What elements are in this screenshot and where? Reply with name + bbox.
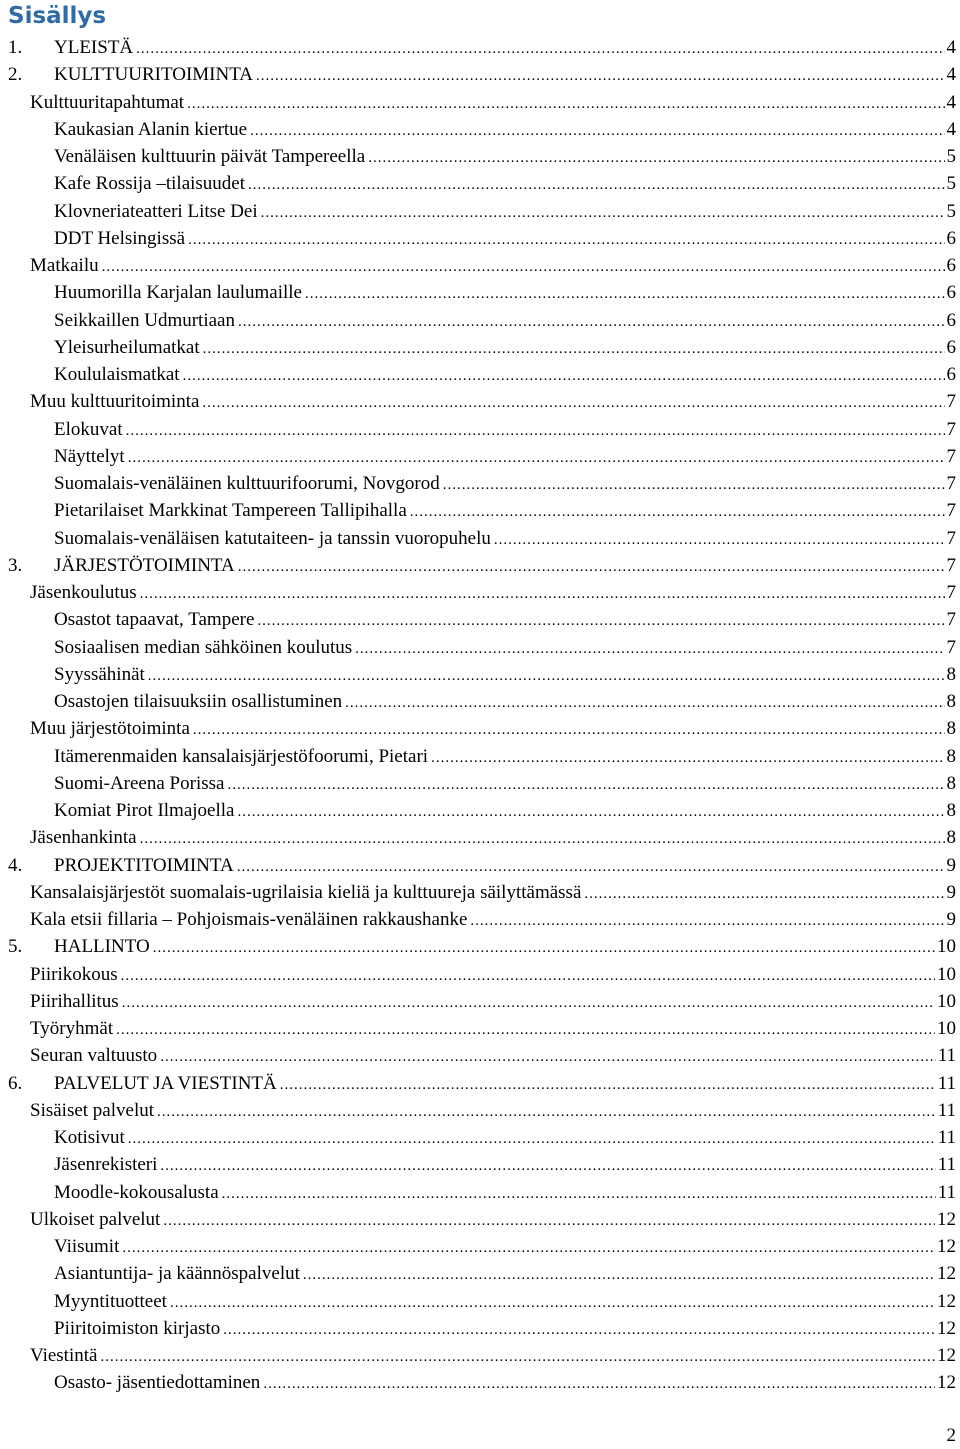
toc-entry[interactable] [8, 34, 956, 61]
toc-entry-text: Muu järjestötoiminta [30, 718, 190, 740]
toc-entry-text: Piirikokous [30, 963, 118, 985]
toc-leader-dots [100, 1344, 935, 1371]
toc-entry-text: Kaukasian Alanin kiertue [54, 118, 248, 140]
toc-entry[interactable] [30, 879, 956, 906]
toc-leader-dots [443, 472, 945, 499]
toc-leader-dots [163, 1208, 935, 1235]
toc-entry-page: 7 [946, 609, 956, 631]
toc-leader-dots [470, 908, 944, 935]
toc-entry-text: Matkailu [30, 255, 99, 276]
toc-entry-text: Yleisurheilumatkat [54, 336, 200, 358]
toc-entry[interactable] [8, 933, 956, 960]
toc-entry-text: Asiantuntija- ja käännöspalvelut [54, 1263, 300, 1285]
toc-leader-dots [153, 935, 935, 962]
toc-entry-page: 11 [937, 1181, 956, 1203]
toc-entry-text: Koululaismatkat [54, 364, 180, 385]
toc-entry[interactable] [30, 715, 956, 742]
toc-entry-text: Sosiaalisen median sähköinen koulutus [54, 636, 353, 658]
toc-entry-page: 8 [946, 718, 956, 740]
toc-leader-dots [227, 772, 944, 799]
toc-entry-text: Näyttelyt [54, 445, 125, 467]
toc-entry-page: 5 [946, 200, 956, 222]
toc-entry-page: 4 [946, 91, 956, 113]
toc-entry[interactable] [30, 961, 956, 988]
toc-entry[interactable] [54, 1260, 956, 1287]
toc-entry-text: Kotisivut [54, 1127, 125, 1148]
toc-entry[interactable] [30, 252, 956, 279]
toc-entry[interactable] [54, 170, 956, 197]
toc-entry[interactable] [54, 143, 956, 170]
toc-entry-page: 4 [946, 37, 956, 58]
toc-entry-page: 10 [937, 1018, 956, 1039]
toc-entry-number: 3. [8, 554, 23, 576]
toc-entry-page: 12 [937, 1372, 956, 1394]
toc-entry[interactable] [54, 1124, 956, 1151]
toc-leader-dots [128, 445, 945, 472]
toc-leader-dots [136, 36, 944, 63]
toc-leader-dots [355, 636, 944, 663]
toc-leader-dots [345, 690, 944, 717]
toc-entry[interactable] [54, 225, 956, 252]
toc-entry[interactable] [54, 198, 956, 225]
toc-entry[interactable] [54, 797, 956, 824]
toc-leader-dots [122, 990, 935, 1017]
toc-leader-dots [160, 1153, 935, 1180]
toc-entry-text: Venäläisen kulttuurin päivät Tampereella [54, 146, 366, 167]
toc-entry[interactable] [54, 443, 956, 470]
toc-entry-text: Osasto- jäsentiedottaminen [54, 1372, 261, 1394]
toc-entry[interactable] [30, 1097, 956, 1124]
toc-entry-text: Kansalaisjärjestöt suomalais-ugrilaisia kieliä ja kulttuureja säilyttämässä [30, 881, 582, 903]
toc-entry-text: Jäsenrekisteri [54, 1154, 158, 1176]
toc-entry-page: 7 [946, 636, 956, 658]
toc-leader-dots [237, 799, 944, 826]
toc-entry-page: 5 [946, 173, 956, 195]
toc-leader-dots [148, 663, 945, 690]
toc-leader-dots [303, 1262, 935, 1289]
toc-entry-text: Viisumit [54, 1236, 120, 1257]
page-number: 2 [946, 1425, 956, 1446]
toc-entry-text: Kulttuuritapahtumat [30, 91, 185, 113]
toc-entry-number: 2. [8, 64, 23, 86]
toc-entry-text: Piirihallitus [30, 990, 119, 1012]
toc-entry-text: Elokuvat [54, 418, 123, 440]
toc-leader-dots [203, 336, 945, 363]
toc-leader-dots [584, 881, 944, 908]
toc-title: Sisällys [8, 3, 107, 29]
toc-leader-dots [160, 1044, 936, 1071]
toc-leader-dots [140, 826, 945, 853]
toc-entry-page: 8 [946, 827, 956, 849]
toc-leader-dots [305, 281, 945, 308]
toc-entry-text: KULTTUURITOIMINTA [54, 64, 254, 86]
toc-entry-page: 8 [946, 745, 956, 767]
toc-entry-page: 6 [946, 336, 956, 358]
toc-entry[interactable] [54, 606, 956, 633]
toc-leader-dots [238, 554, 945, 581]
toc-entry-page: 12 [937, 1290, 956, 1312]
toc-entry[interactable] [54, 1179, 956, 1206]
toc-leader-dots [238, 309, 945, 336]
toc-leader-dots [261, 200, 945, 227]
toc-entry[interactable] [30, 1206, 956, 1233]
toc-entry-page: 8 [946, 691, 956, 712]
toc-entry-number: 1. [8, 37, 23, 58]
toc-entry-page: 11 [937, 1127, 956, 1148]
toc-leader-dots [248, 172, 944, 199]
toc-entry[interactable] [30, 988, 956, 1015]
toc-entry-text: Osastot tapaavat, Tampere [54, 609, 255, 631]
toc-entry[interactable] [30, 1015, 956, 1042]
toc-entry-page: 11 [937, 1072, 956, 1094]
toc-entry-text: Myyntituotteet [54, 1290, 167, 1312]
toc-entry[interactable] [54, 688, 956, 715]
toc-entry[interactable] [8, 552, 956, 579]
toc-entry-text: Syyssähinät [54, 663, 145, 685]
toc-entry-text: JÄRJESTÖTOIMINTA [54, 554, 235, 576]
toc-entry[interactable] [30, 1342, 956, 1369]
toc-entry-text: Seuran valtuusto [30, 1045, 158, 1067]
toc-entry[interactable] [54, 770, 956, 797]
toc-leader-dots [188, 227, 944, 254]
toc-entry[interactable] [54, 279, 956, 306]
toc-entry-number: 4. [8, 854, 23, 876]
toc-entry-page: 11 [937, 1154, 956, 1176]
toc-leader-dots [126, 418, 945, 445]
toc-entry-page: 7 [946, 582, 956, 603]
toc-entry-page: 9 [946, 854, 956, 876]
toc-entry-page: 6 [946, 227, 956, 249]
toc-entry-text: Osastojen tilaisuuksiin osallistuminen [54, 691, 343, 712]
toc-entry[interactable] [8, 852, 956, 879]
toc-entry[interactable] [54, 1233, 956, 1260]
toc-entry-page: 10 [937, 936, 956, 958]
toc-entry-page: 9 [946, 881, 956, 903]
toc-entry-page: 6 [946, 364, 956, 385]
toc-entry-text: Huumorilla Karjalan laulumaille [54, 282, 302, 304]
toc-entry[interactable] [54, 497, 956, 524]
toc-entry-text: YLEISTÄ [54, 37, 134, 58]
toc-leader-dots [193, 717, 945, 744]
toc-entry[interactable] [54, 307, 956, 334]
toc-entry-page: 11 [937, 1099, 956, 1121]
toc-entry-text: PALVELUT JA VIESTINTÄ [54, 1072, 277, 1094]
toc-entry[interactable] [54, 1288, 956, 1315]
toc-entry-text: PROJEKTITOIMINTA [54, 854, 234, 876]
toc-entry-text: Suomi-Areena Porissa [54, 772, 225, 794]
toc-entry-page: 5 [946, 146, 956, 167]
toc-entry-page: 10 [937, 963, 956, 985]
toc-entry[interactable] [54, 470, 956, 497]
toc-entry-text: Muu kulttuuritoiminta [30, 391, 200, 413]
toc-entry[interactable] [54, 1369, 956, 1396]
toc-entry-text: Seikkaillen Udmurtiaan [54, 309, 235, 331]
toc-leader-dots [250, 118, 944, 145]
toc-entry[interactable] [54, 416, 956, 443]
toc-leader-dots [431, 745, 944, 772]
toc-entry-page: 8 [946, 800, 956, 821]
toc-entry-page: 6 [946, 282, 956, 304]
toc-entry[interactable] [30, 388, 956, 415]
toc-entry-page: 7 [946, 527, 956, 549]
toc-entry-text: Ulkoiset palvelut [30, 1208, 161, 1230]
toc-entry[interactable] [54, 525, 956, 552]
toc-entry-text: Piiritoimiston kirjasto [54, 1317, 221, 1339]
toc-entry-text: Suomalais-venäläinen kulttuurifoorumi, Novgorod [54, 473, 440, 494]
toc-leader-dots [494, 527, 945, 554]
toc-entry-text: Kafe Rossija –tilaisuudet [54, 173, 246, 195]
toc-entry-page: 7 [946, 554, 956, 576]
toc-entry-text: Jäsenhankinta [30, 827, 137, 849]
toc-entry-page: 4 [946, 64, 956, 86]
toc-entry-text: Komiat Pirot Ilmajoella [54, 800, 235, 821]
toc-entry-page: 11 [937, 1045, 956, 1067]
toc-leader-dots [122, 1235, 935, 1262]
toc-leader-dots [140, 581, 945, 608]
toc-entry-page: 12 [937, 1345, 956, 1366]
toc-entry-number: 5. [8, 936, 23, 958]
toc-entry-page: 6 [946, 255, 956, 276]
toc-entry-text: Klovneriateatteri Litse Dei [54, 200, 258, 222]
toc-entry-text: HALLINTO [54, 936, 150, 958]
toc-entry[interactable] [54, 361, 956, 388]
toc-leader-dots [121, 963, 935, 990]
toc-entry-text: Jäsenkoulutus [30, 582, 137, 603]
toc-entry-text: DDT Helsingissä [54, 227, 186, 249]
toc-entry-text: Moodle-kokousalusta [54, 1181, 219, 1203]
toc-leader-dots [183, 363, 945, 390]
toc-leader-dots [128, 1126, 936, 1153]
toc-leader-dots [222, 1181, 936, 1208]
toc-entry-text: Suomalais-venäläisen katutaiteen- ja tanssin vuoropuhelu [54, 527, 491, 549]
toc-entry-text: Sisäiset palvelut [30, 1099, 155, 1121]
toc-entry-number: 6. [8, 1072, 23, 1094]
toc-entry-page: 4 [946, 118, 956, 140]
toc-entry[interactable] [54, 116, 956, 143]
toc-leader-dots [410, 499, 945, 526]
toc-leader-dots [102, 254, 945, 281]
toc-leader-dots [202, 390, 944, 417]
toc-entry-page: 10 [937, 990, 956, 1012]
toc-entry-text: Pietarilaiset Markkinat Tampereen Tallipihalla [54, 500, 407, 522]
toc-entry-text: Työryhmät [30, 1018, 114, 1039]
toc-leader-dots [368, 145, 944, 172]
toc-leader-dots [256, 63, 944, 90]
toc-entry[interactable] [54, 1151, 956, 1178]
toc-entry[interactable] [54, 743, 956, 770]
toc-entry-page: 7 [946, 500, 956, 522]
toc-entry-page: 7 [946, 445, 956, 467]
toc-entry[interactable] [54, 334, 956, 361]
toc-entry-page: 7 [946, 391, 956, 413]
toc-entry[interactable] [30, 1042, 956, 1069]
toc-entry-page: 12 [937, 1263, 956, 1285]
toc-leader-dots [170, 1290, 935, 1317]
toc-entry-page: 12 [937, 1236, 956, 1257]
toc-entry-text: Itämerenmaiden kansalaisjärjestöfoorumi, Pietari [54, 745, 429, 767]
toc-entry[interactable] [30, 824, 956, 851]
toc-entry[interactable] [30, 906, 956, 933]
toc-entry-text: Viestintä [30, 1345, 98, 1366]
toc-entry[interactable] [54, 1315, 956, 1342]
toc-entry-page: 12 [937, 1317, 956, 1339]
toc-leader-dots [223, 1317, 935, 1344]
toc-leader-dots [280, 1072, 936, 1099]
toc-entry[interactable] [30, 579, 956, 606]
toc-leader-dots [237, 854, 945, 881]
toc-entry-page: 9 [946, 909, 956, 930]
toc-entry-page: 8 [946, 663, 956, 685]
toc-leader-dots [257, 608, 944, 635]
toc-entry-page: 8 [946, 772, 956, 794]
toc-entry-page: 7 [946, 473, 956, 494]
toc-entry[interactable] [54, 634, 956, 661]
toc-entry-page: 6 [946, 309, 956, 331]
toc-entry-page: 7 [946, 418, 956, 440]
toc-entry-page: 12 [937, 1208, 956, 1230]
toc-leader-dots [187, 91, 944, 118]
toc-entry-text: Kala etsii fillaria – Pohjoismais-venäläinen rakkaushanke [30, 909, 468, 930]
toc-entry[interactable] [8, 1070, 956, 1097]
toc-leader-dots [157, 1099, 936, 1126]
toc-entry[interactable] [54, 661, 956, 688]
toc-entry[interactable] [30, 89, 956, 116]
toc-leader-dots [116, 1017, 935, 1044]
toc-leader-dots [263, 1371, 935, 1398]
toc-entry[interactable] [8, 61, 956, 88]
